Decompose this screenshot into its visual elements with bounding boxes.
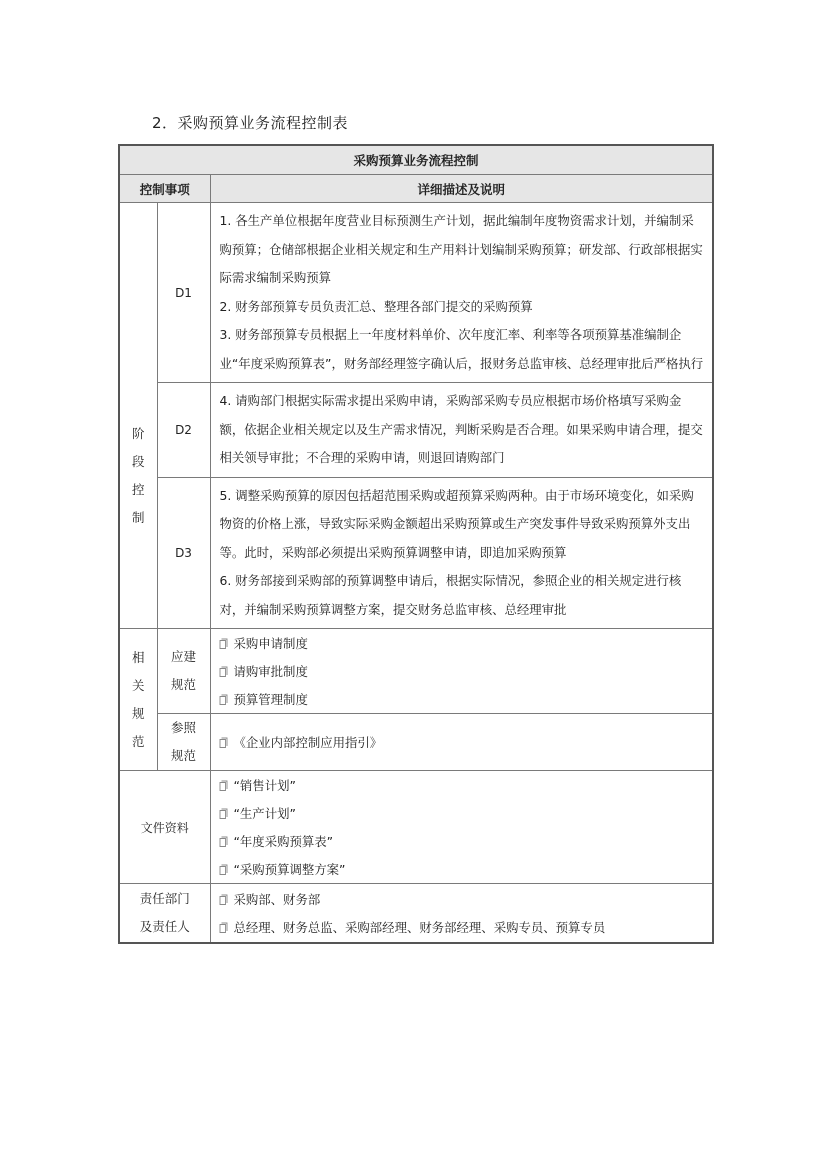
should-build-label-line: 应建: [170, 649, 196, 664]
stage-row-d2: [119, 383, 713, 478]
document-icon: [219, 922, 228, 933]
norms-reference-row: [119, 714, 713, 771]
stage-code-d2: D2: [157, 383, 210, 478]
description-line: 1. 各生产单位根据年度营业目标预测生产计划，据此编制年度物资需求计划，并编制采购预算；仓储部根据企业相关规定和生产用料计划编制采购预算；研发部、行政部根据实际需求编制采购预算: [219, 213, 703, 285]
reference-label: [157, 714, 210, 771]
norms-label-char: 规: [131, 705, 145, 721]
list-item-text: 预算管理制度: [233, 692, 308, 707]
document-icon: [219, 737, 228, 748]
should-build-list: [210, 629, 713, 714]
table-title: 采购预算业务流程控制: [119, 145, 713, 175]
documents-label: 文件资料: [119, 771, 210, 884]
list-item: [211, 657, 713, 685]
responsibility-row: [119, 884, 713, 944]
document-icon: [219, 666, 228, 677]
list-item-text: 《企业内部控制应用指引》: [233, 735, 383, 750]
responsibility-label-line: 及责任人: [139, 919, 190, 934]
stage-description-d1: [210, 203, 713, 383]
section-heading: 2．采购预算业务流程控制表: [152, 114, 349, 132]
stage-row-d3: [119, 477, 713, 629]
stage-label-char: 控: [131, 481, 145, 497]
documents-row: [119, 771, 713, 884]
reference-label-line: 参照: [170, 720, 196, 735]
stage-description-d2: [210, 383, 713, 478]
list-item-text: 请购审批制度: [233, 664, 308, 679]
table-header-row: [119, 175, 713, 203]
stage-label-char: 阶: [131, 425, 145, 441]
list-item-text: “生产计划”: [233, 806, 296, 821]
header-control-items: 控制事项: [119, 175, 210, 203]
responsibility-list: [210, 884, 713, 944]
responsibility-label: [119, 884, 210, 944]
document-icon: [219, 638, 228, 649]
list-item-text: “年度采购预算表”: [233, 834, 334, 849]
related-norms-label: [119, 629, 157, 771]
header-description: 详细描述及说明: [210, 175, 713, 203]
description-line: 5. 调整采购预算的原因包括超范围采购或超预算采购两种。由于市场环境变化，如采购物资的价格上涨，导致实际采购金额超出采购预算或生产突发事件导致采购预算外支出等。此时，采购部必须提出采购预算调整申请，即追加采购预算: [219, 487, 694, 560]
stage-label-char: 段: [131, 453, 145, 469]
reference-label-line: 规范: [170, 748, 196, 763]
stage-description-d3: [210, 477, 713, 629]
list-item: [211, 728, 713, 756]
should-build-label: [157, 629, 210, 714]
documents-list: [210, 771, 713, 884]
document-icon: [219, 694, 228, 705]
stage-label-char: 制: [131, 509, 145, 525]
document-icon: [219, 836, 228, 847]
list-item: [211, 913, 713, 941]
list-item: [211, 771, 713, 799]
list-item: [211, 855, 713, 883]
description-line: 6. 财务部接到采购部的预算调整申请后，根据实际情况，参照企业的相关规定进行核对，并编制采购预算调整方案，提交财务总监审核、总经理审批: [219, 573, 682, 617]
document-icon: [219, 894, 228, 905]
stage-row-d1: [119, 203, 713, 383]
list-item-text: 采购申请制度: [233, 636, 308, 651]
list-item-text: “采购预算调整方案”: [233, 862, 346, 877]
table-title-row: [119, 145, 713, 175]
norms-should-build-row: [119, 629, 713, 714]
list-item: [211, 629, 713, 657]
description-line: 4. 请购部门根据实际需求提出采购申请，采购部采购专员应根据市场价格填写采购金额，依据企业相关规定以及生产需求情况，判断采购是否合理。如果采购申请合理，提交相关领导审批；不合理的采购申请，则退回请购部门: [219, 393, 703, 465]
list-item-text: 采购部、财务部: [233, 892, 321, 907]
norms-label-char: 关: [131, 677, 145, 693]
responsibility-label-line: 责任部门: [139, 891, 190, 906]
stage-control-label: [119, 203, 157, 629]
list-item: [211, 685, 713, 713]
norms-label-char: 相: [131, 649, 145, 665]
list-item: [211, 827, 713, 855]
stage-code-d3: D3: [157, 477, 210, 629]
list-item-text: 总经理、财务总监、采购部经理、财务部经理、采购专员、预算专员: [233, 920, 606, 935]
list-item: [211, 885, 713, 913]
should-build-label-line: 规范: [170, 677, 196, 692]
document-icon: [219, 808, 228, 819]
control-table: [118, 144, 714, 944]
description-line: 3. 财务部预算专员根据上一年度材料单价、次年度汇率、利率等各项预算基准编制企业“年度采购预算表”，财务部经理签字确认后，报财务总监审核、总经理审批后严格执行: [219, 327, 704, 371]
reference-list: [210, 714, 713, 771]
stage-code-d1: D1: [157, 203, 210, 383]
norms-label-char: 范: [131, 733, 145, 749]
list-item-text: “销售计划”: [233, 778, 296, 793]
description-line: 2. 财务部预算专员负责汇总、整理各部门提交的采购预算: [219, 298, 533, 314]
list-item: [211, 799, 713, 827]
document-icon: [219, 780, 228, 791]
document-icon: [219, 864, 228, 875]
